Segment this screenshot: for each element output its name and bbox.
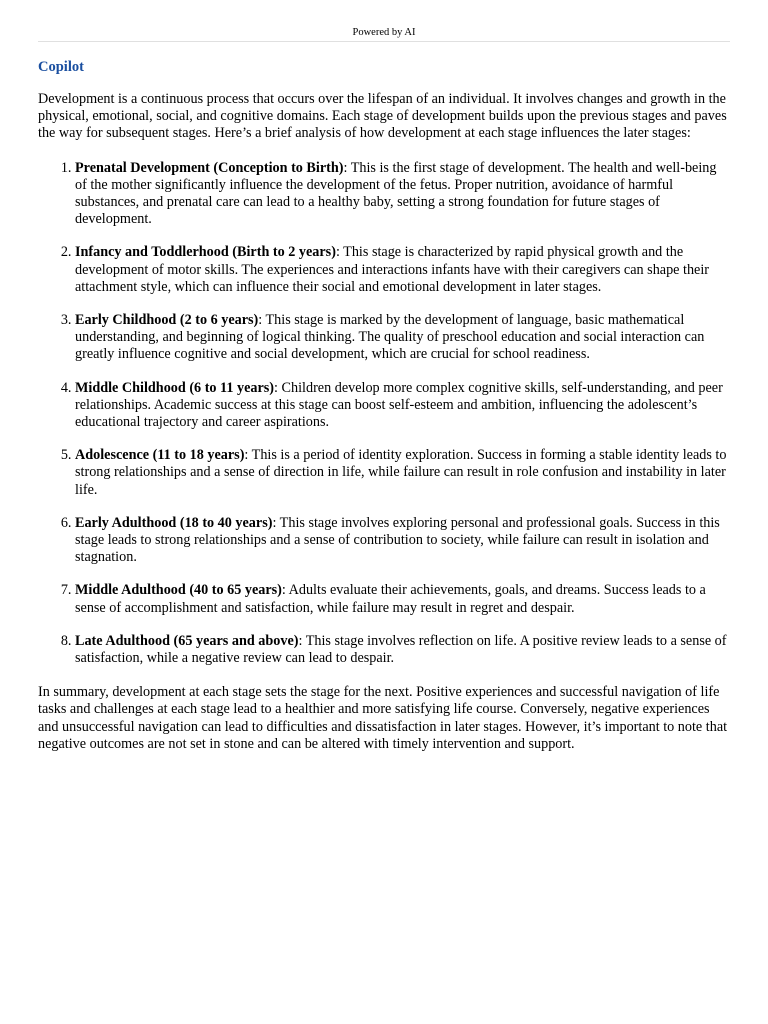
- list-item: [75, 244, 730, 296]
- stage-description: : Children develop more complex cognitive skills, self-understanding, and peer relationships. Academic success at this stage can boost self-esteem and ambition, influencing the adolescent’s educational trajectory and career aspirations.: [75, 379, 723, 431]
- list-item: [75, 380, 730, 432]
- intro-paragraph: Development is a continuous process that occurs over the lifespan of an individual. It involves changes and growth in the physical, emotional, social, and cognitive domains. Each stage of development builds upon the previous stages and paves the way for subsequent stages. Here’s a brief analysis of how development at each stage influences the later stages:: [38, 91, 727, 142]
- stage-name: Early Adulthood (18 to 40 years): [75, 514, 273, 531]
- list-item: [75, 160, 730, 229]
- stage-name: Adolescence (11 to 18 years): [75, 447, 245, 464]
- list-item: [75, 633, 730, 667]
- list-item: [75, 312, 730, 364]
- stage-description: : This stage involves exploring personal and professional goals. Success in this stage leads to strong relationships and a sense of contribution to society, while failure can result in isolation and stagnation.: [75, 514, 720, 566]
- stage-description: : This is a period of identity exploration. Success in forming a stable identity leads to strong relationships and a sense of direction in life, while failure can result in role confusion and instability in later life.: [75, 447, 727, 498]
- copilot-brand-title: Copilot: [38, 59, 84, 75]
- stages-list: [38, 160, 730, 668]
- stage-name: Late Adulthood (65 years and above): [75, 632, 299, 649]
- stage-description: : This stage is marked by the development of language, basic mathematical understanding, and beginning of logical thinking. The quality of preschool education and social interaction can greatly influence cognitive and social development, which are crucial for school readiness.: [75, 312, 705, 363]
- stage-name: Infancy and Toddlerhood (Birth to 2 years): [75, 244, 336, 261]
- stage-description: : Adults evaluate their achievements, goals, and dreams. Success leads to a sense of accomplishment and satisfaction, while failure may result in regret and despair.: [75, 582, 706, 616]
- list-item: [75, 447, 730, 499]
- stage-name: Middle Childhood (6 to 11 years): [75, 379, 275, 396]
- stage-description: : This stage is characterized by rapid physical growth and the development of motor skills. The experiences and interactions infants have with their caregivers can shape their attachment style, which can influence their social and emotional development in later stages.: [75, 244, 710, 295]
- summary-paragraph: In summary, development at each stage sets the stage for the next. Positive experiences and successful navigation of life tasks and challenges at each stage lead to a healthier and more satisfying life course. Conversely, negative experiences and unsuccessful navigation can lead to difficulties and dissatisfaction in later stages. However, it’s important to note that negative outcomes are not set in stone and can be altered with timely intervention and support.: [38, 684, 728, 752]
- header-divider: [38, 41, 730, 42]
- stage-name: Middle Adulthood (40 to 65 years): [75, 582, 282, 599]
- stage-description: : This is the first stage of development. The health and well-being of the mother significantly influence the development of the fetus. Proper nutrition, avoidance of harmful substances, and prenatal care can lead to a healthy baby, setting a strong foundation for future stages of development.: [75, 159, 717, 228]
- stage-description: : This stage involves reflection on life. A positive review leads to a sense of satisfaction, while a negative review can lead to despair.: [75, 632, 727, 667]
- list-item: [75, 515, 730, 567]
- stage-name: Early Childhood (2 to 6 years): [75, 312, 259, 329]
- list-item: [75, 582, 730, 616]
- page-header: Powered by AI: [352, 27, 416, 38]
- stage-name: Prenatal Development (Conception to Birth): [75, 159, 344, 176]
